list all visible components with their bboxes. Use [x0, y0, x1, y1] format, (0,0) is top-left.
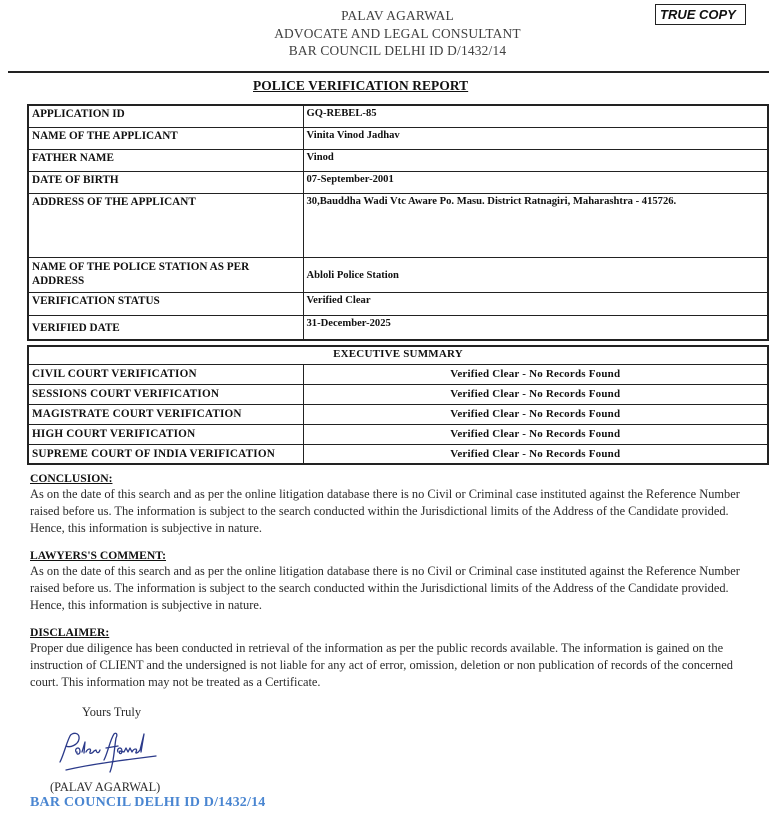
header-divider: [8, 71, 769, 73]
closing-salutation: Yours Truly: [82, 705, 142, 719]
signatory-bar-id: BAR COUNCIL DELHI ID D/1432/14: [30, 795, 266, 810]
court-label: HIGH COURT VERIFICATION: [28, 424, 303, 444]
conclusion-section: [30, 471, 760, 537]
field-value: Verified Clear: [303, 292, 768, 315]
lawyers-comment-heading: LAWYERS'S COMMENT:: [30, 549, 167, 562]
advocate-bar-id: BAR COUNCIL DELHI ID D/1432/14: [288, 43, 507, 58]
field-label: APPLICATION ID: [28, 105, 303, 127]
conclusion-text: As on the date of this search and as per the online litigation database there is no Civil or Criminal case instituted against the Reference Number raised before us. The information is subject to the search conducted within the Jurisdictional limits of the Address of the Candidate provided. Hence, this information is subjective in nature.: [30, 487, 740, 535]
court-label: MAGISTRATE COURT VERIFICATION: [28, 404, 303, 424]
summary-title: EXECUTIVE SUMMARY: [28, 346, 768, 364]
table-row: [28, 105, 768, 127]
signatory-name: (PALAV AGARWAL): [50, 780, 161, 794]
true-copy-stamp: TRUE COPY: [655, 4, 746, 25]
field-label: VERIFIED DATE: [28, 315, 303, 340]
report-title: POLICE VERIFICATION REPORT: [253, 78, 469, 93]
court-status: Verified Clear - No Records Found: [303, 424, 768, 444]
advocate-name: PALAV AGARWAL: [341, 8, 454, 23]
court-label: CIVIL COURT VERIFICATION: [28, 364, 303, 384]
table-row: [28, 171, 768, 193]
table-row: [28, 315, 768, 340]
field-value: 31-December-2025: [303, 315, 768, 340]
table-row: [28, 292, 768, 315]
table-row: [28, 444, 768, 464]
field-value: 07-September-2001: [303, 171, 768, 193]
table-row: [28, 149, 768, 171]
table-row: [28, 193, 768, 257]
field-label: FATHER NAME: [28, 149, 303, 171]
court-status: Verified Clear - No Records Found: [303, 404, 768, 424]
table-row: [28, 404, 768, 424]
field-value: GQ-REBEL-85: [303, 105, 768, 127]
disclaimer-heading: DISCLAIMER:: [30, 626, 110, 639]
court-status: Verified Clear - No Records Found: [303, 444, 768, 464]
field-label: ADDRESS OF THE APPLICANT: [28, 193, 303, 257]
court-label: SESSIONS COURT VERIFICATION: [28, 384, 303, 404]
field-label: VERIFICATION STATUS: [28, 292, 303, 315]
conclusion-heading: CONCLUSION:: [30, 472, 113, 485]
signature-icon: [52, 726, 162, 778]
field-label: NAME OF THE APPLICANT: [28, 127, 303, 149]
table-row: [28, 127, 768, 149]
field-value: Abloli Police Station: [303, 257, 768, 292]
disclaimer-section: [30, 625, 760, 691]
court-status: Verified Clear - No Records Found: [303, 364, 768, 384]
table-row: [28, 384, 768, 404]
table-row: [28, 257, 768, 292]
field-value: 30,Bauddha Wadi Vtc Aware Po. Masu. District Ratnagiri, Maharashtra - 415726.: [303, 193, 768, 257]
court-label: SUPREME COURT OF INDIA VERIFICATION: [28, 444, 303, 464]
lawyers-comment-text: As on the date of this search and as per the online litigation database there is no Civil or Criminal case instituted against the Reference Number raised before us. The information is subject to the search conducted within the Jurisdictional limits of the Address of the Candidate provided. Hence, this information is subjective in nature.: [30, 564, 740, 612]
table-row: [28, 364, 768, 384]
field-label: DATE OF BIRTH: [28, 171, 303, 193]
table-row: [28, 424, 768, 444]
advocate-designation: ADVOCATE AND LEGAL CONSULTANT: [274, 25, 521, 41]
disclaimer-text: Proper due diligence has been conducted in retrieval of the information as per the public records available. The information is gained on the instruction of CLIENT and the undersigned is not liable for any act of error, omission, deletion or non publication of records of the concerned court. This information may not be treated as a Certificate.: [30, 641, 733, 689]
field-label: NAME OF THE POLICE STATION AS PER ADDRESS: [28, 257, 303, 292]
table-header-row: [28, 346, 768, 364]
executive-summary-table: [27, 345, 769, 465]
field-value: Vinita Vinod Jadhav: [303, 127, 768, 149]
lawyers-comment-section: [30, 548, 760, 614]
court-status: Verified Clear - No Records Found: [303, 384, 768, 404]
field-value: Vinod: [303, 149, 768, 171]
applicant-details-table: [27, 104, 769, 341]
